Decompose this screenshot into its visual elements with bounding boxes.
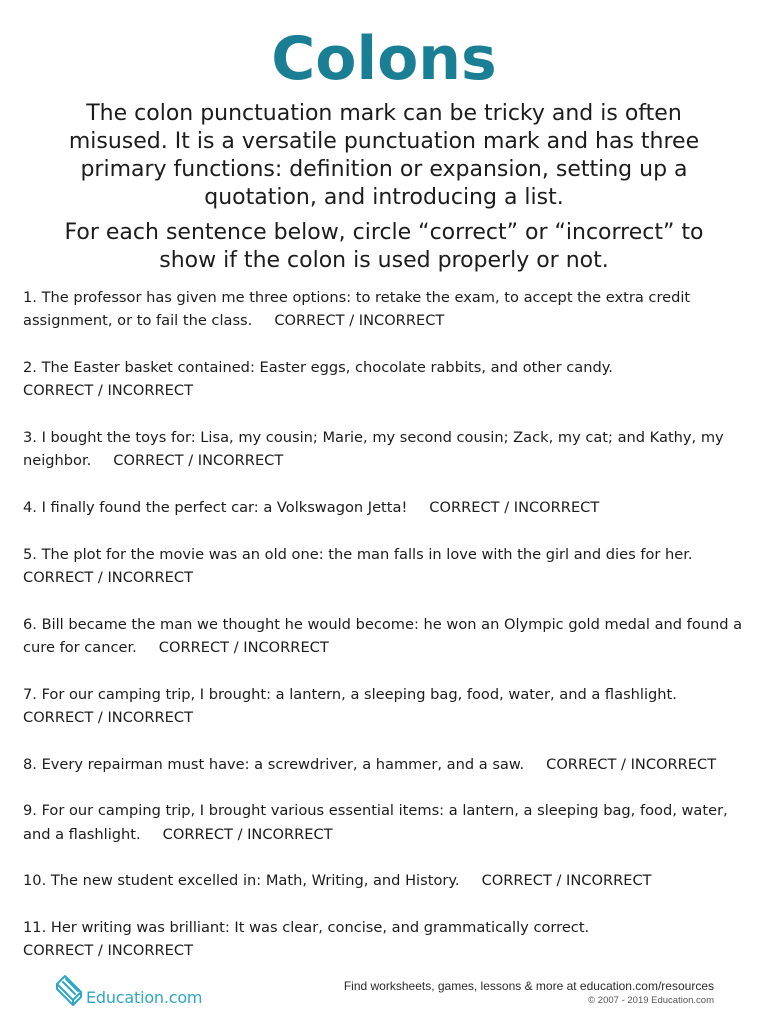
footer-info: [344, 979, 714, 1007]
answer-choices[interactable]: CORRECT / INCORRECT: [429, 499, 600, 516]
question-text: 6. Bill became the man we thought he would become: he won an Olympic gold medal and found a cure for cancer.: [23, 615, 743, 656]
answer-choices[interactable]: CORRECT / INCORRECT: [162, 825, 333, 843]
question-item: [23, 916, 753, 963]
question-text: 9. For our camping trip, I brought various essential items: a lantern, a sleeping bag, food, water, and a flashlight.: [23, 802, 728, 843]
question-item: [23, 799, 753, 846]
question-list: [23, 286, 753, 986]
question-item: [23, 496, 753, 519]
question-item: [23, 869, 753, 892]
footer-tagline[interactable]: Find worksheets, games, lessons & more at education.com/resources: [343, 979, 714, 993]
question-text: 5. The plot for the movie was an old one: the man falls in love with the girl and dies for her.: [23, 545, 693, 563]
question-text: 2. The Easter basket contained: Easter eggs, chocolate rabbits, and other candy.: [23, 359, 613, 376]
question-text: 11. Her writing was brilliant: It was clear, concise, and grammatically correct.: [23, 918, 590, 936]
answer-choices[interactable]: CORRECT / INCORRECT: [23, 942, 193, 960]
question-text: 4. I finally found the perfect car: a Volkswagon Jetta!: [23, 499, 408, 516]
answer-choices[interactable]: CORRECT / INCORRECT: [23, 382, 193, 400]
footer-copyright: © 2007 - 2019 Education.com: [588, 995, 714, 1006]
answer-choices[interactable]: CORRECT / INCORRECT: [546, 755, 717, 773]
intro-paragraph: The colon punctuation mark can be tricky and is often misused. It is a versatile punctuation mark and has three primary functions: definition or expansion, setting up a quotation, and introducing a list.: [68, 101, 700, 210]
question-text: 10. The new student excelled in: Math, Writing, and History.: [23, 872, 460, 890]
question-text: 3. I bought the toys for: Lisa, my cousin; Marie, my second cousin; Zack, my cat; and Kathy, my neighbor.: [23, 429, 724, 470]
answer-choices[interactable]: CORRECT / INCORRECT: [23, 709, 193, 726]
question-text: 1. The professor has given me three options: to retake the exam, to accept the extra credit assignment, or to fail the class.: [23, 289, 691, 330]
page-title: Colons: [271, 24, 497, 94]
question-text: 8. Every repairman must have: a screwdriver, a hammer, and a saw.: [23, 755, 525, 773]
answer-choices[interactable]: CORRECT / INCORRECT: [23, 569, 193, 586]
education-logo-icon: [54, 974, 84, 1006]
answer-choices[interactable]: CORRECT / INCORRECT: [113, 452, 284, 470]
question-item: [23, 543, 753, 590]
question-item: [23, 683, 753, 730]
instructions-paragraph: For each sentence below, circle “correct” or “incorrect” to show if the colon is used properly or not.: [64, 220, 704, 273]
answer-choices[interactable]: CORRECT / INCORRECT: [274, 312, 445, 330]
answer-choices[interactable]: CORRECT / INCORRECT: [158, 639, 329, 656]
answer-choices[interactable]: CORRECT / INCORRECT: [481, 872, 652, 890]
question-item: [23, 613, 753, 660]
question-item: [23, 426, 753, 473]
question-item: [23, 356, 753, 403]
logo-text: Education.com: [86, 987, 203, 1007]
education-logo[interactable]: [54, 972, 202, 1008]
question-text: 7. For our camping trip, I brought: a lantern, a sleeping bag, food, water, and a flashlight.: [23, 685, 677, 703]
question-item: [23, 753, 753, 776]
question-item: [23, 286, 753, 333]
